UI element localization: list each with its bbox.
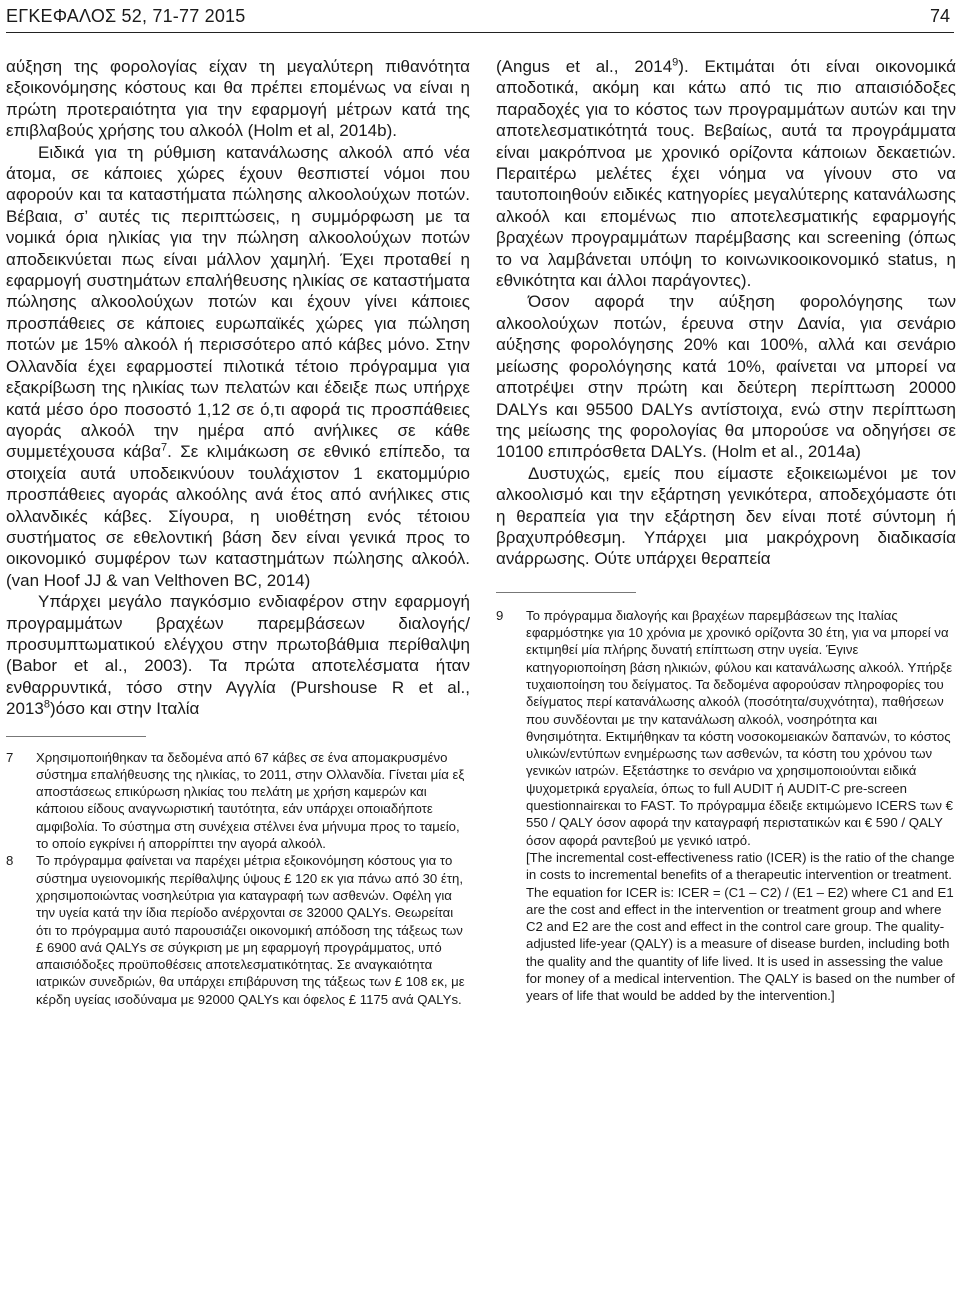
footnote-7-text: Χρησιμοποιήθηκαν τα δεδομένα από 67 κάβες σε ένα απομακρυσμένο σύστημα επαλήθευσης της ηλικίας, το 2011, στην Ολλανδία. Γίνεται μία εξ αποστάσεως επικύρωση ηλικίας του πελάτη με χρήση καμερών και κάποιου είδους αναγνωριστική ταυτότητα, εάν υπάρχει οποιαδήποτε αμφιβολία. Το σύστημα στη συνέχεια στέλνει ένα μήνυμα προς το ταμείο, το οποίο εγκρίνει ή απορρίπτει την αγορά αλκοόλ. <box>36 749 465 852</box>
footnote-7-number: 7 <box>6 749 14 765</box>
running-header <box>6 6 954 33</box>
footnote-ref-7: 7 <box>160 441 168 454</box>
footnote-9-text: Το πρόγραμμα διαλογής και βραχέων παρεμβάσεων της Ιταλίας εφαρμόστηκε για 10 χρόνια με χρονικό ορίζοντα 30 έτη, για να μπορεί να εκτιμηθεί μία πλήρης δυνατή επίπτωση στην υγεία. Έγινε κατηγοριοποίηση βάση ηλικιών, φύλου και κατανάλωσης αλκοόλ. Υπήρξε τυχαιοποίηση του δείγματος. Τα δεδομένα αφορούσαν πληροφορίες του δείγματος περί κατανάλωσης αλκοόλ (ποσότητα/συχνότητα), παθήσεων που συνδέονται με την κατανάλωση αλκοόλ, νοσηρότητα και θνησιμότητα. Εκτιμήθηκαν τα κόστη νοσοκομειακών δαπανών, το κόστος υλικών/εντύπων ενημέρωσης των ασθενών, τα κόστη του χρόνου των γενικών ιατρών. Εξετάστηκε το σενάριο να χρησιμοποιούνται ειδικά ψυχομετρικά εργαλεία, όπως το full AUDIT ή AUDIT-C pre-screen questionnairεκαι το FAST. Το πρόγραμμα έδειξε εκτιμώμενο ICERS των € 550 / QALY όσον αφορά την καταγραφή περιστατικών και € 590 / QALY όσον αφορά ραντεβού με γενικό ιατρό. <box>526 607 953 848</box>
footnote-7 <box>6 749 470 853</box>
paragraph-r1-text-b: ). Εκτιμάται ότι είναι οικονομικά αποδοτικά, ακόμη και κάτω από τις πιο απαισιόδοξες παραδοχές για το κόστος των προγραμμάτων αυτών και την αποτελεσματικότητά τους. Βεβαίως, αυτά τα προγράμματα είναι μακρόπνοα με χρονικό ορίζοντα κάποιων δεκαετιών. Περαιτέρω μελέτες έχει νόημα να γίνουν στο να ταυτοποιηθούν ειδικές κατηγορίες μεγαλύτερης κατανάλωσης αλκοόλ και επομένως πιο αποτελεσματικής εφαρμογής βραχέων προγραμμάτων παρέμβασης και screening (όπως το να λαμβάνεται υπόψη το κοινωνικοοικονομικό status, η εθνικότητα και άλλοι παράγοντες). <box>496 57 956 291</box>
page-number: 74 <box>929 6 950 26</box>
footnote-ref-9: 9 <box>672 56 679 69</box>
left-footnotes <box>6 749 470 1008</box>
footnote-divider-right <box>496 592 636 593</box>
footnote-8-text: Το πρόγραμμα φαίνεται να παρέχει μέτρια εξοικονόμηση κόστους για το σύστημα υγειονομικής περίθαλψης ύψους £ 120 εκ για πάνω από 30 έτη, χρησιμοποιώντας νοσηλεύτρια για καταγραφή των ασθενών. Οφέλη για την υγεία κατά την ίδια περίοδο ανέρχονται σε 32000 QALYs. Θεωρείται ότι το πρόγραμμα αυτό παρουσιάζει οικονομική απόδοση της τάξεως των £ 6900 ανά QALYs σε σύγκριση με μη εφαρμογή προγράμματος, υπό απαισιόδοξες προϋποθέσεις αποτελεσματικότητας. Σε αναγκαιότητα ιατρικών συνεδριών, θα υπάρχει επιβάρυνση της τάξεως των £ 108 εκ, με κέρδη υγείας ισοδύναμα με 92000 QALYs και όφελος £ 1175 ανά QALYs. <box>36 853 465 1007</box>
paragraph-r2: Όσον αφορά την αύξηση φορολόγησης των αλκοολούχων ποτών, έρευνα στην Δανία, για σενάριο αύξησης φορολόγησης 20% και 100%, αλλά και σενάριο μείωσης φορολόγησης κατά 10%, φαίνεται να μπορεί να αποτρέψει στην πρώτη και δεύτερη περίπτωση 20000 DALYs και 95500 DALYs αντίστοιχα, ενώ στην περίπτωση της μείωσης της φορολογίας θα μπορούσε να οδηγήσει σε 10100 επιπρόσθετα DALYs. (Holm et al., 2014a) <box>496 292 956 462</box>
paragraph-3-text-a: Υπάρχει μεγάλο παγκόσμιο ενδιαφέρον στην εφαρμογή προγραμμάτων βραχέων παρεμβάσεων διαλογής/προσυμπτωματικού ελέγχου στην πρωτοβάθμια περίθαλψη (Babor et al., 2003). Τα πρώτα αποτελέσματα ήταν ενθαρρυντικά, τόσο στην Αγγλία (Purshouse R et al., 2013 <box>6 592 470 719</box>
paragraph-2-text-b: . Σε κλιμάκωση σε εθνικό επίπεδο, τα στοιχεία αυτά υποδεικνύουν τουλάχιστον 1 εκατομμύριο προσπάθειες αγοράς αλκοόλης ανά έτος από ανήλικες στις ολλανδικές κάβες. Σίγουρα, η υιοθέτηση ενός τέτοιου συστήματος σε εθελοντική βάση δεν είναι γενικά προς το οικονομικό συμφέρον των καταστημάτων πώλησης αλκοόλ. (van Hoof JJ & van Velthoven BC, 2014) <box>6 442 470 590</box>
footnote-divider <box>6 736 146 737</box>
footnote-9-number: 9 <box>496 607 504 623</box>
left-body <box>6 56 470 720</box>
paragraph-r3: Δυστυχώς, εμείς που είμαστε εξοικειωμένοι με τον αλκοολισμό και την εξάρτηση γενικότερα, αποδεχόμαστε ότι η θεραπεία για την εξάρτηση δεν είναι ποτέ σύντομη ή βραχυπρόθεσμη. Υπάρχει μια μακρόχρονη διαδικασία ανάρρωσης. Ούτε υπάρχει θεραπεία <box>496 463 956 569</box>
right-footnotes <box>496 607 956 1005</box>
footnote-ref-8: 8 <box>43 698 50 711</box>
paragraph-2-text-a: Ειδικά για τη ρύθμιση κατανάλωσης αλκοόλ από νέα άτομα, σε κάποιες χώρες έχουν θεσπιστεί νόμοι που αφορούν και τα καταστήματα πώλησης αλκοολούχων ποτών. Βέβαια, σ’ αυτές τις περιπτώσεις, η συμμόρφωση με τα νομικά όρια ηλικίας για την πώληση αλκοολούχων ποτών αποδεικνύεται πως είναι μάλλον χαμηλή. Έχει προταθεί η εφαρμογή συστημάτων επαλήθευσης ηλικίας σε καταστήματα πώλησης αλκοολούχων ποτών και έχουν γίνει κάποιες προσπάθειες σε κάποιες ευρωπαϊκές χώρες για πώληση ποτών με 15% αλκοόλ ή περισσότερο από κάβες μόνο. Στην Ολλανδία έχει εφαρμοστεί πιλοτικά τέτοιο πρόγραμμα για εξακρίβωση της ηλικίας των πελατών και έδειξε πως υπήρχε κατά μέσο όρο ποσοστό 1,12 σε ό,τι αφορά τις προσπάθειες αγοράς αλκοόλ την ημέρα από ανήλικες σε κάθε συμμετέχουσα κάβα <box>6 142 470 462</box>
paragraph-r1 <box>496 56 956 291</box>
right-column <box>496 56 956 1005</box>
footnote-9-english: [The incremental cost-effectiveness ratio (ICER) is the ratio of the change in costs to incremental benefits of a therapeutic intervention or treatment. The equation for ICER is: ICER = (C1 – C2) / (E1 – E2) where C1 and E1 are the cost and effect in the intervention or treatment group and where C2 and E2 are the cost and effect in the control care group. The quality-adjusted life-year (QALY) is a measure of disease burden, including both the quality and the quantity of life lived. It is used in assessing the value for money of a medical intervention. The QALY is based on the number of years of life that would be added by the intervention.] <box>526 849 955 1004</box>
paragraph-3 <box>6 591 470 719</box>
footnote-8-number: 8 <box>6 853 14 869</box>
journal-citation: ΕΓΚΕΦΑΛΟΣ 52, 71-77 2015 <box>6 6 246 26</box>
footnote-9 <box>496 607 956 849</box>
paragraph-2 <box>6 142 470 592</box>
right-body <box>496 56 956 570</box>
left-column <box>6 56 470 1008</box>
paragraph-3-text-b: )όσο και στην Ιταλία <box>49 699 200 719</box>
paragraph-r1-text-a: (Angus et al., 2014 <box>496 57 673 76</box>
paragraph-1: αύξηση της φορολογίας είχαν τη μεγαλύτερη πιθανότητα εξοικονόμησης κόστους και θα πρέπει επομένως να είναι η πρώτη προτεραιότητα για την εφαρμογή μέτρων κατά της επιβλαβούς χρήσης του αλκοόλ (Holm et al, 2014b). <box>6 57 470 141</box>
footnote-8 <box>6 852 470 1008</box>
